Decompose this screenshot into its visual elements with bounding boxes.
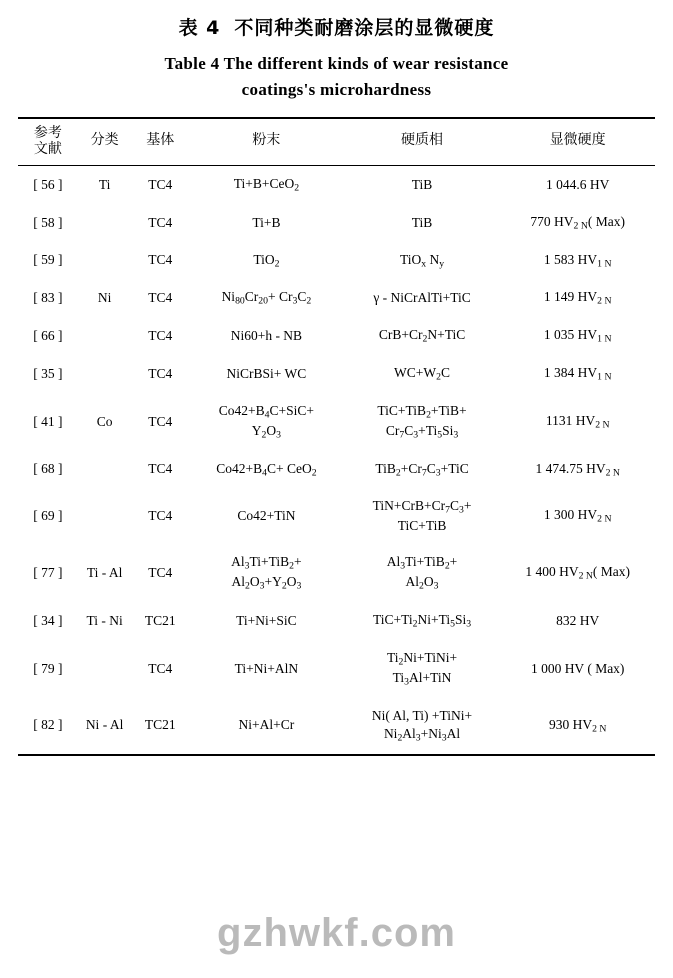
cell-microhardness: 1 583 $HV_{1 N}$ <box>543 251 612 270</box>
table-row <box>18 393 655 451</box>
cell-powder: Ti+B <box>252 214 281 230</box>
column-header-reference-line2: 文献 <box>33 140 62 157</box>
cell-classification <box>78 317 132 355</box>
cell-classification: Ti - Al <box>86 565 123 581</box>
table-title-english-line1: Table 4 The different kinds of wear resistance <box>164 54 509 73</box>
table-row <box>18 279 655 317</box>
cell-reference: [ 59 ] <box>33 252 63 268</box>
cell-microhardness: 930 $HV_{2 N}$ <box>500 698 655 755</box>
cell-microhardness: 1 300 $HV_{2 N}$ <box>543 507 612 526</box>
cell-hard-phase: $Ti_2Ni+TiNi+$ $Ti_3Al+TiN$ <box>386 649 458 688</box>
table-title-chinese-prefix: 表 4 <box>178 17 221 39</box>
cell-substrate: TC4 <box>148 290 173 306</box>
cell-hard-phase: $CrB+Cr_2N+TiC$ <box>378 327 466 345</box>
cell-classification <box>78 451 132 489</box>
cell-powder: Ti+B+CeO$_2$ <box>233 175 300 194</box>
cell-reference: [ 68 ] <box>33 461 63 477</box>
cell-reference: [ 66 ] <box>33 327 63 343</box>
cell-powder: NiCrBSi+ WC <box>226 365 307 381</box>
cell-substrate: TC4 <box>148 660 173 676</box>
watermark: gzhwkf.com <box>217 911 456 955</box>
cell-powder: Ni60+h - NB <box>230 327 303 343</box>
cell-substrate: TC4 <box>148 565 173 581</box>
cell-substrate: TC4 <box>148 327 173 343</box>
cell-powder: $Al_3Ti+TiB_2+$ $Al_2O_3+Y_2O_3$ <box>231 554 302 592</box>
cell-substrate: TC21 <box>131 698 189 755</box>
table-row <box>18 698 655 755</box>
cell-powder: Co42+TiN <box>237 508 296 524</box>
cell-substrate: TC4 <box>148 461 173 477</box>
cell-classification: Ti <box>98 176 111 192</box>
cell-hard-phase: TiC+TiB$_2$+TiB+ $Cr_7C_3+Ti_5Si_3$ <box>377 402 467 441</box>
cell-classification: Co <box>96 413 113 429</box>
cell-hard-phase: Ni( Al, Ti) +TiNi+ $Ni_2Al_3+Ni_3Al$ <box>344 698 501 755</box>
cell-microhardness: 1 149 $HV_{2 N}$ <box>543 289 612 308</box>
table-row <box>18 355 655 393</box>
cell-classification: Ti - Ni <box>86 612 123 628</box>
table-row <box>18 317 655 355</box>
cell-reference: [ 82 ] <box>18 698 78 755</box>
cell-hard-phase: $Al_3Ti+TiB_2+$ $Al_2O_3$ <box>386 554 458 592</box>
table-title-english <box>18 51 655 104</box>
table-row <box>18 242 655 280</box>
cell-reference: [ 41 ] <box>33 413 63 429</box>
cell-reference: [ 58 ] <box>33 214 63 230</box>
cell-substrate: TC21 <box>144 612 176 628</box>
cell-classification <box>78 242 132 280</box>
cell-classification: Ni <box>97 290 112 306</box>
cell-reference: [ 34 ] <box>33 612 63 628</box>
cell-powder: $Ni_{80}Cr_{20}+ Cr_3C_2$ <box>221 289 312 308</box>
column-header-microhardness: 显微硬度 <box>500 118 655 166</box>
cell-hard-phase: $TiB_2+Cr_7C_3+TiC$ <box>375 460 469 479</box>
table-row <box>18 165 655 203</box>
cell-powder: Ni+Al+Cr <box>189 698 344 755</box>
table-header <box>18 118 655 166</box>
cell-classification <box>78 488 132 544</box>
cell-powder: Ti+Ni+SiC <box>236 612 297 628</box>
document-page <box>0 13 673 978</box>
column-header-classification: 分类 <box>78 118 132 166</box>
table-body <box>18 165 655 754</box>
cell-microhardness: 1 400 $HV_{2 N}$( Max) <box>525 564 631 582</box>
cell-classification <box>78 640 132 698</box>
cell-powder: TiO$_2$ <box>253 251 280 270</box>
column-header-hard-phase: 硬质相 <box>344 118 501 166</box>
cell-substrate: TC4 <box>148 176 173 192</box>
cell-reference: [ 69 ] <box>33 508 63 524</box>
column-header-reference <box>18 118 78 166</box>
cell-powder: Ti+Ni+AlN <box>234 660 299 676</box>
cell-substrate: TC4 <box>148 252 173 268</box>
cell-microhardness: 1131 $HV_{2 N}$ <box>545 412 610 431</box>
cell-microhardness: 1 035 $HV_{1 N}$ <box>543 327 612 345</box>
cell-substrate: TC4 <box>148 365 173 381</box>
cell-hard-phase: TiB <box>411 214 433 230</box>
cell-microhardness: 1 044.6 HV <box>546 176 610 192</box>
cell-hard-phase: TiO$_x$ $N_y$ <box>399 251 445 270</box>
cell-substrate: TC4 <box>148 214 173 230</box>
cell-hard-phase: $TiC+Ti_2Ni+Ti_5Si_3$ <box>372 612 472 630</box>
cell-reference: [ 83 ] <box>33 290 63 306</box>
cell-microhardness: 832 HV <box>556 612 600 628</box>
cell-powder: $Co42+B_4C+SiC+$ $Y_2O_3$ <box>218 402 315 441</box>
table-row <box>18 451 655 489</box>
cell-reference: [ 79 ] <box>33 660 63 676</box>
column-header-powder: 粉末 <box>189 118 344 166</box>
cell-microhardness: 1 000 HV ( Max) <box>530 660 625 676</box>
table-row <box>18 204 655 242</box>
table-row <box>18 602 655 640</box>
cell-microhardness: 770 $HV_{2 N}$( Max) <box>530 213 625 232</box>
cell-powder: $Co42+B_4C+ CeO_2$ <box>216 460 317 479</box>
table-row <box>18 488 655 544</box>
cell-substrate: TC4 <box>148 508 173 524</box>
column-header-reference-line1: 参考 <box>33 124 62 141</box>
table-row <box>18 640 655 698</box>
column-header-substrate: 基体 <box>131 118 189 166</box>
cell-classification <box>78 204 132 242</box>
table-title-english-line2: coatings's microhardness <box>241 80 432 100</box>
cell-reference: [ 77 ] <box>33 565 63 581</box>
microhardness-table <box>18 117 655 756</box>
cell-hard-phase: TiB <box>411 176 433 192</box>
table-title-chinese-text: 不同种类耐磨涂层的显微硬度 <box>234 17 495 39</box>
cell-hard-phase: γ - NiCrAlTi+TiC <box>373 290 471 306</box>
table-title-chinese <box>18 13 655 40</box>
cell-classification: Ni - Al <box>78 698 132 755</box>
cell-classification <box>78 355 132 393</box>
cell-microhardness: 1 474.75 $HV_{2 N}$ <box>535 460 620 479</box>
table-row <box>18 544 655 602</box>
cell-substrate: TC4 <box>148 413 173 429</box>
cell-reference: [ 35 ] <box>33 365 63 381</box>
cell-microhardness: 1 384 $HV_{1 N}$ <box>543 365 612 383</box>
cell-hard-phase: $TiN+CrB+Cr_7C_3+$ TiC+TiB <box>372 498 472 534</box>
cell-reference: [ 56 ] <box>33 176 63 192</box>
cell-hard-phase: $WC+W_2C$ <box>394 365 451 383</box>
